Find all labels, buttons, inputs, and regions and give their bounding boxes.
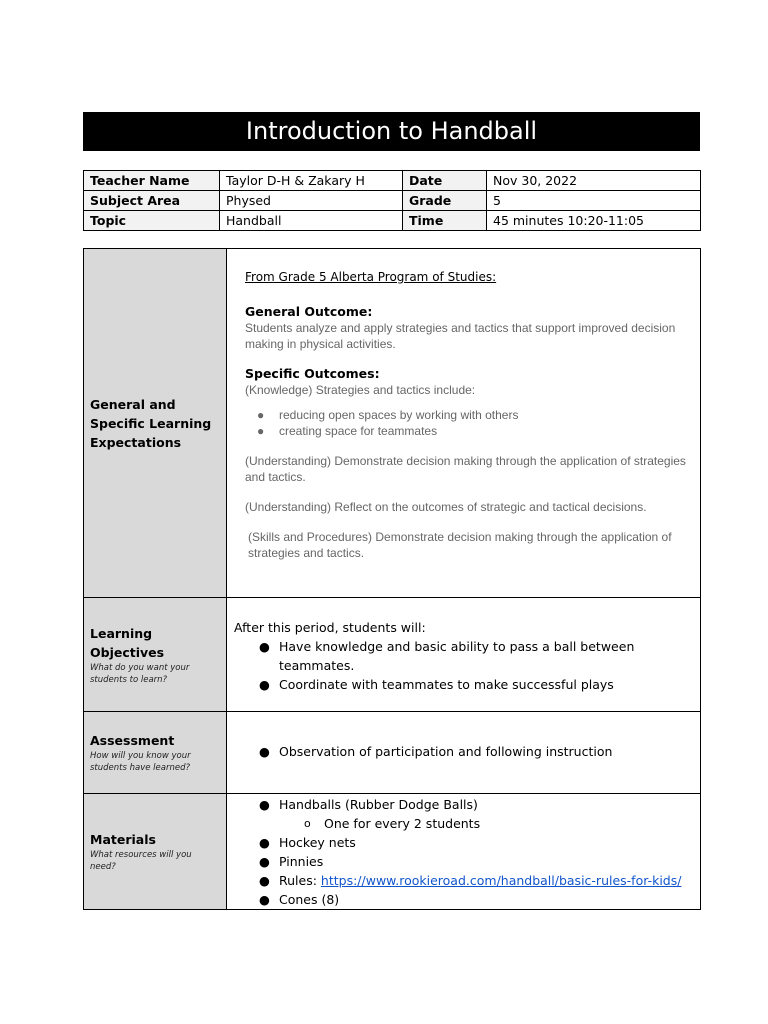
table-row	[84, 211, 701, 231]
list-item	[234, 833, 690, 852]
objectives-intro: After this period, students will:	[234, 620, 426, 635]
rules-label: Rules:	[279, 873, 321, 888]
grade-value: 5	[487, 191, 701, 211]
teacher-name-value: Taylor D-H & Zakary H	[220, 171, 403, 191]
table-row	[84, 191, 701, 211]
general-outcome-heading: General Outcome:	[245, 304, 373, 319]
bullet-icon: ●	[259, 835, 270, 850]
list-item-text: Observation of participation and following instruction	[279, 744, 613, 759]
lesson-plan-table	[83, 248, 701, 910]
objectives-content	[227, 598, 701, 712]
list-item-text: Pinnies	[279, 854, 324, 869]
document-title: Introduction to Handball	[83, 112, 700, 151]
bullet-icon: ●	[259, 639, 270, 654]
list-item-text: Coordinate with teammates to make successful plays	[279, 677, 614, 692]
sub-bullet-icon: o	[304, 817, 311, 830]
program-source: From Grade 5 Alberta Program of Studies:	[245, 270, 497, 284]
time-label: Time	[403, 211, 487, 231]
knowledge-intro: (Knowledge) Strategies and tactics include:	[245, 383, 476, 397]
bullet-icon: ●	[259, 797, 270, 812]
skills-outcome: (Skills and Procedures) Demonstrate decision making through the application of strategies and tactics.	[248, 530, 672, 560]
bullet-icon: ●	[257, 424, 265, 438]
list-item-text: Handballs (Rubber Dodge Balls)	[279, 797, 478, 812]
materials-label-cell	[84, 794, 227, 910]
general-outcome-text: Students analyze and apply strategies and tactics that support improved decision making in physical activities.	[245, 321, 676, 351]
list-item-text: One for every 2 students	[324, 816, 481, 831]
understanding-outcome-2: (Understanding) Reflect on the outcomes of strategic and tactical decisions.	[245, 500, 647, 514]
topic-value: Handball	[220, 211, 403, 231]
bullet-icon: ●	[259, 744, 270, 759]
assessment-sublabel: How will you know your students have learned?	[90, 751, 191, 773]
assessment-label: Assessment	[90, 733, 175, 748]
understanding-outcome-1: (Understanding) Demonstrate decision making through the application of strategies and tactics.	[245, 454, 686, 484]
list-item-text: Cones (8)	[279, 892, 340, 907]
specific-outcomes-heading: Specific Outcomes:	[245, 366, 380, 381]
knowledge-list	[245, 407, 688, 439]
date-label: Date	[403, 171, 487, 191]
objectives-row	[84, 598, 701, 712]
rules-link[interactable]: https://www.rookieroad.com/handball/basic-rules-for-kids/	[320, 873, 682, 888]
list-item-text: reducing open spaces by working with others	[279, 408, 519, 422]
subject-area-value: Physed	[220, 191, 403, 211]
objectives-label: Learning Objectives	[90, 625, 165, 660]
bullet-icon: ●	[257, 408, 265, 422]
teacher-name-label: Teacher Name	[84, 171, 220, 191]
bullet-icon: ●	[259, 677, 270, 692]
assessment-label-cell	[84, 712, 227, 794]
topic-label: Topic	[84, 211, 220, 231]
bullet-icon: ●	[259, 873, 270, 888]
materials-label: Materials	[90, 832, 156, 847]
assessment-row	[84, 712, 701, 794]
list-item	[234, 814, 690, 833]
time-value: 45 minutes 10:20-11:05	[487, 211, 701, 231]
list-item	[234, 637, 690, 675]
list-item-text: creating space for teammates	[279, 424, 438, 438]
list-item	[234, 742, 690, 761]
list-item	[234, 871, 690, 890]
expectations-content	[227, 249, 701, 598]
date-value: Nov 30, 2022	[487, 171, 701, 191]
subject-area-label: Subject Area	[84, 191, 220, 211]
list-item	[245, 423, 688, 439]
lesson-info-table	[83, 170, 701, 231]
list-item	[234, 675, 690, 694]
table-row	[84, 171, 701, 191]
bullet-icon: ●	[259, 854, 270, 869]
assessment-content	[227, 712, 701, 794]
grade-label: Grade	[403, 191, 487, 211]
materials-content	[227, 794, 701, 910]
list-item	[234, 795, 690, 814]
objectives-sublabel: What do you want your students to learn?	[90, 662, 190, 685]
expectations-label-cell	[84, 249, 227, 598]
expectations-row	[84, 249, 701, 598]
materials-sublabel: What resources will you need?	[90, 850, 192, 872]
bullet-icon: ●	[259, 892, 270, 907]
list-item-text: Hockey nets	[279, 835, 356, 850]
list-item-text: Have knowledge and basic ability to pass a ball between teammates.	[279, 639, 635, 673]
materials-row	[84, 794, 701, 910]
list-item	[245, 407, 688, 423]
expectations-label: General and Specific Learning Expectations	[90, 396, 212, 450]
objectives-label-cell	[84, 598, 227, 712]
list-item	[234, 852, 690, 871]
list-item	[234, 890, 690, 909]
